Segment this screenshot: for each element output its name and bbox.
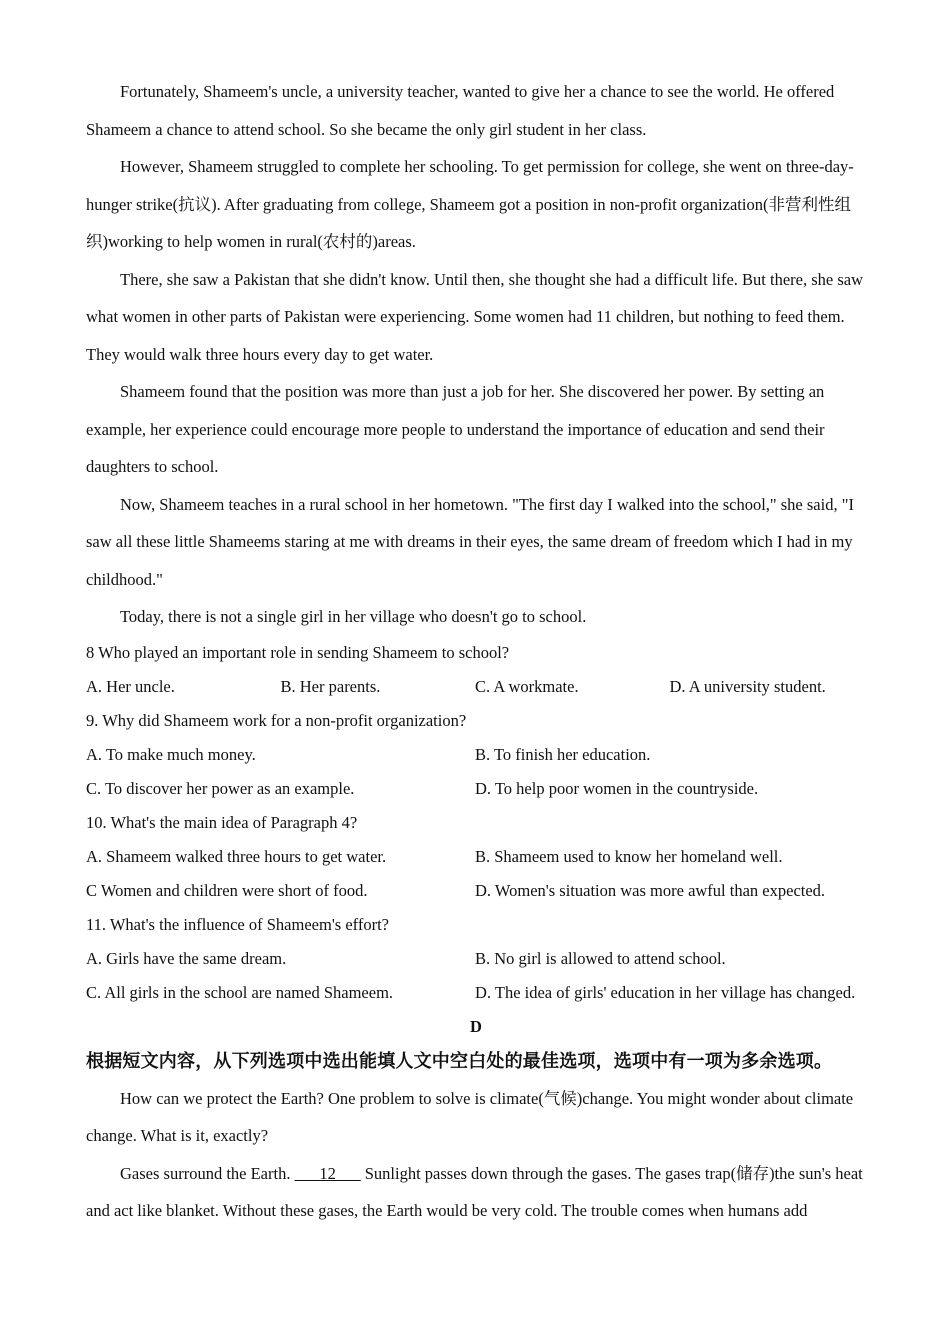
- passage-paragraph-6: Today, there is not a single girl in her village who doesn't go to school.: [120, 607, 587, 626]
- passage-paragraph-4: Shameem found that the position was more than just a job for her. She discovered her power. By setting an example, her experience could encourage more people to understand the importance of education and send their daughters to school.: [86, 382, 825, 476]
- passage-paragraph-3: There, she saw a Pakistan that she didn't know. Until then, she thought she had a difficult life. But there, she saw what women in other parts of Pakistan were experiencing. Some women had 11 children, but nothing to feed them. They would walk three hours every day to get water.: [86, 269, 864, 364]
- option-10b: B. Shameem used to know her homeland well.: [475, 846, 783, 866]
- question-11-stem: 11. What's the influence of Shameem's effort?: [86, 914, 390, 934]
- question-10-stem: 10. What's the main idea of Paragraph 4?: [86, 812, 358, 832]
- option-9a: A. To make much money.: [86, 744, 256, 764]
- question-10-options-row-2: [86, 874, 866, 908]
- option-10d: D. Women's situation was more awful than expected.: [475, 880, 826, 900]
- section-heading: D: [470, 1016, 482, 1036]
- option-11c: C. All girls in the school are named Shameem.: [86, 982, 394, 1002]
- option-9b: B. To finish her education.: [475, 744, 651, 764]
- option-10a: A. Shameem walked three hours to get water.: [86, 846, 387, 866]
- option-8b: B. Her parents.: [280, 676, 381, 696]
- option-10c: C Women and children were short of food.: [86, 880, 368, 900]
- question-8-stem: 8 Who played an important role in sending Shameem to school?: [86, 642, 510, 662]
- blank-12: ___12___: [294, 1163, 361, 1183]
- option-11a: A. Girls have the same dream.: [86, 948, 287, 968]
- option-8a: A. Her uncle.: [86, 676, 175, 696]
- option-11b: B. No girl is allowed to attend school.: [475, 948, 726, 968]
- passage-paragraph-5: Now, Shameem teaches in a rural school in her hometown. "The first day I walked into the school," she said, "I saw all these little Shameems staring at me with dreams in their eyes, the same dream of freedom which I had in my childhood.": [86, 494, 854, 589]
- question-11-options-row-1: [86, 942, 866, 976]
- question-9-stem: 9. Why did Shameem work for a non-profit organization?: [86, 710, 467, 730]
- paragraph-text-end: Sunlight passes down through the gases. The gases trap(储存)the sun's heat and act like blanket. Without these gases, the Earth would be very cold. The trouble comes when humans add: [86, 1163, 863, 1220]
- option-9c: C. To discover her power as an example.: [86, 778, 355, 798]
- paragraph-text-start: Gases surround the Earth.: [120, 1163, 295, 1183]
- section-instruction: 根据短文内容，从下列选项中选出能填人文中空白处的最佳选项，选项中有一项为多余选项。: [86, 1050, 833, 1072]
- passage-paragraph-1: Fortunately, Shameem's uncle, a university teacher, wanted to give her a chance to see the world. He offered Shameem a chance to attend school. So she became the only girl student in her class.: [86, 82, 835, 139]
- question-9-options-row-2: [86, 772, 866, 806]
- option-11d: D. The idea of girls' education in her village has changed.: [475, 982, 856, 1002]
- section-d-paragraph-1: How can we protect the Earth? One problem to solve is climate(气候)change. You might wonder about climate change. What is it, exactly?: [86, 1088, 854, 1145]
- section-d-paragraph-2: [86, 1155, 866, 1230]
- question-10-options-row-1: [86, 840, 866, 874]
- question-11-options-row-2: [86, 976, 866, 1010]
- option-8c: C. A workmate.: [475, 676, 579, 696]
- passage-paragraph-2: However, Shameem struggled to complete her schooling. To get permission for college, she went on three-day- hunger strike(抗议). After graduating from college, Shameem got a position in non-profit organization(非营利性组织)working to help women in rural(农村的)areas.: [86, 157, 854, 251]
- option-8d: D. A university student.: [669, 676, 826, 696]
- option-9d: D. To help poor women in the countryside.: [475, 778, 759, 798]
- document-content: [86, 73, 866, 1230]
- question-8-options: [86, 670, 866, 704]
- question-9-options-row-1: [86, 738, 866, 772]
